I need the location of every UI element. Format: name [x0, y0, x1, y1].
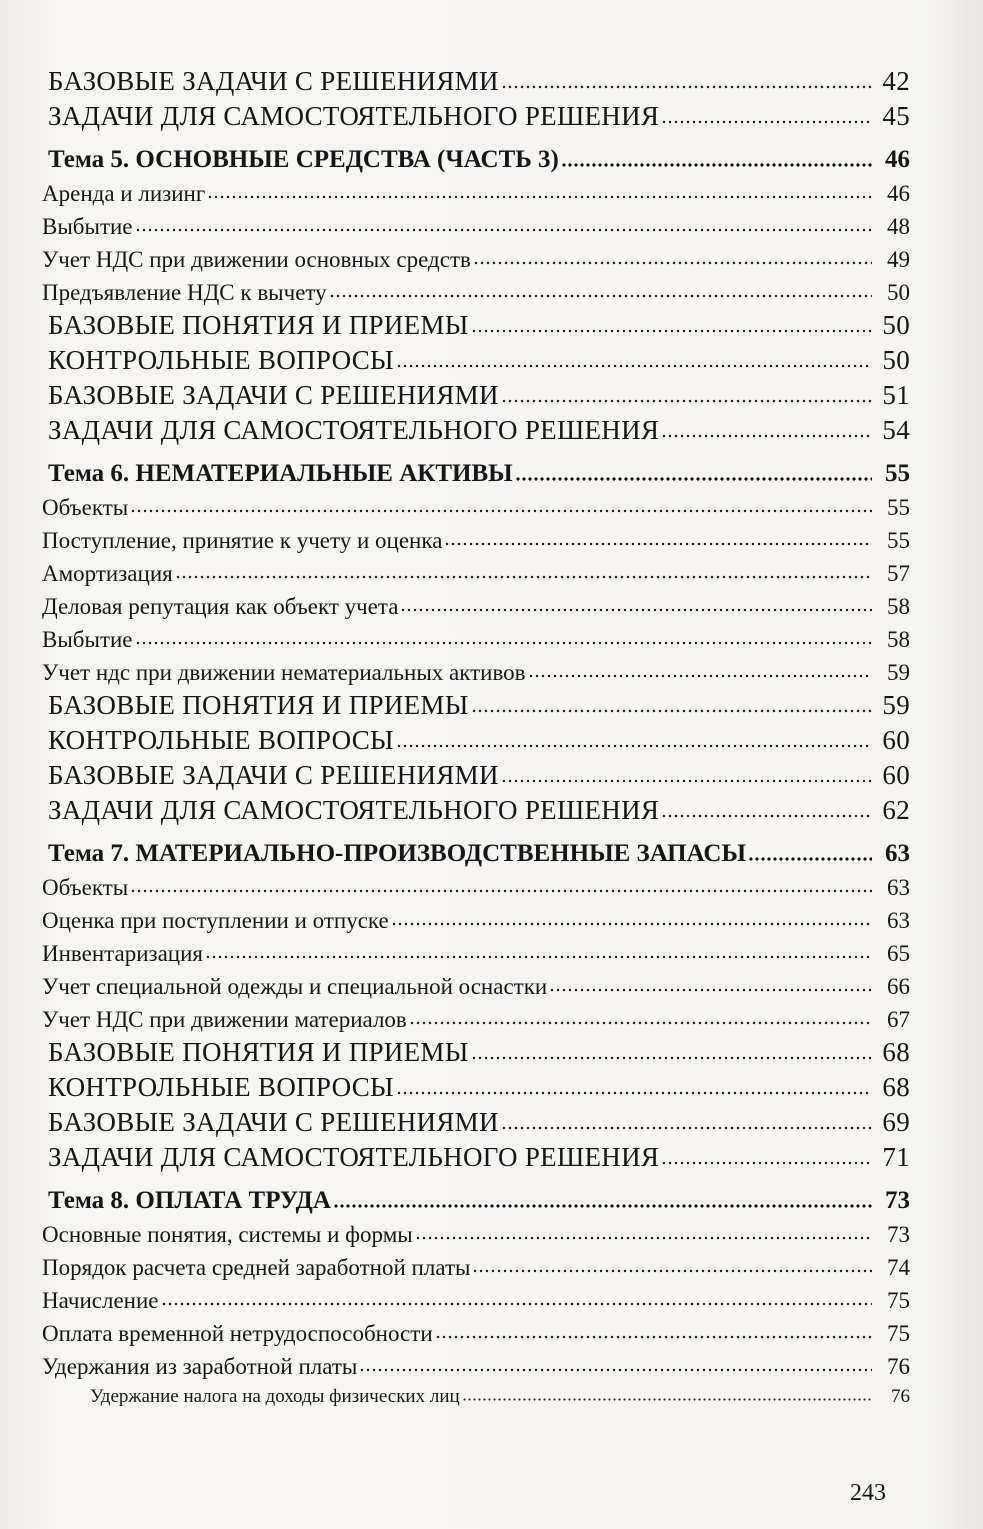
toc-entry — [30, 868, 910, 901]
toc-entry-page: 60 — [882, 725, 910, 755]
toc-entry-title: Тема 7. МАТЕРИАЛЬНО-ПРОИЗВОДСТВЕННЫЕ ЗАПАСЫ — [48, 840, 747, 867]
toc-entry-page: 68 — [882, 1072, 910, 1102]
dot-leader — [472, 1268, 872, 1274]
dot-leader — [661, 119, 872, 125]
dot-leader — [501, 1125, 872, 1131]
toc-entry-page: 67 — [887, 1007, 910, 1032]
toc-section-entry — [30, 97, 910, 132]
toc-section-entry — [30, 686, 910, 721]
toc-entry-page: 55 — [887, 495, 910, 520]
toc-section-entry — [30, 341, 910, 376]
toc-entry — [30, 653, 910, 686]
toc-entry-title: БАЗОВЫЕ ЗАДАЧИ С РЕШЕНИЯМИ — [48, 1107, 499, 1137]
toc-entry-title: БАЗОВЫЕ ПОНЯТИЯ И ПРИЕМЫ — [48, 1037, 469, 1067]
toc-entry-page: 74 — [887, 1255, 910, 1280]
dot-leader — [130, 508, 872, 514]
toc-entry-page: 71 — [882, 1142, 910, 1172]
toc-entry — [30, 521, 910, 554]
page-number: 243 — [850, 1480, 886, 1506]
dot-leader — [661, 813, 872, 819]
dot-leader — [661, 433, 872, 439]
dot-leader — [444, 541, 872, 547]
dot-leader — [528, 673, 872, 679]
toc-entry-title: Порядок расчета средней заработной платы — [42, 1255, 471, 1280]
toc-entry-page: 50 — [882, 345, 910, 375]
toc-entry-page: 59 — [887, 660, 910, 685]
dot-leader — [161, 1301, 873, 1307]
toc-entry-title: БАЗОВЫЕ ЗАДАЧИ С РЕШЕНИЯМИ — [48, 66, 499, 96]
toc-entry-page: 50 — [887, 280, 910, 305]
toc-entry — [30, 967, 910, 1000]
toc-entry-title: БАЗОВЫЕ ПОНЯТИЯ И ПРИЕМЫ — [48, 310, 469, 340]
toc-entry-page: 60 — [882, 760, 910, 790]
toc-entry-title: Учет ндс при движении нематериальных активов — [42, 660, 526, 685]
toc-entry-page: 63 — [887, 908, 910, 933]
toc-entry — [30, 1248, 910, 1281]
toc-entry-page: 49 — [887, 247, 910, 272]
toc-entry-page: 63 — [885, 840, 910, 867]
toc-section-entry — [30, 1138, 910, 1173]
toc-entry-title: Поступление, принятие к учету и оценка — [42, 528, 443, 553]
toc-entry-title: Учет НДС при движении основных средств — [42, 247, 471, 272]
toc-entry-title: Учет специальной одежды и специальной оснастки — [42, 974, 548, 999]
toc-section-entry — [30, 1103, 910, 1138]
toc-section-entry — [30, 1068, 910, 1103]
toc-entry-page: 59 — [882, 690, 910, 720]
dot-leader — [471, 708, 872, 714]
toc-entry-page: 58 — [887, 627, 910, 652]
toc-entry-title: Тема 5. ОСНОВНЫЕ СРЕДСТВА (ЧАСТЬ 3) — [48, 146, 559, 173]
toc-entry — [30, 1347, 910, 1380]
toc-entry-title: Основные понятия, системы и формы — [42, 1222, 413, 1247]
dot-leader — [501, 84, 872, 90]
toc-entry-title: Оценка при поступлении и отпуске — [42, 908, 389, 933]
toc-entry-title: Начисление — [42, 1288, 159, 1313]
dot-leader — [435, 1334, 872, 1340]
toc-entry-page: 76 — [891, 1386, 910, 1407]
toc-entry-title: КОНТРОЛЬНЫЕ ВОПРОСЫ — [48, 345, 394, 375]
toc-entry — [30, 240, 910, 273]
toc-entry-page: 45 — [882, 101, 910, 131]
toc-topic-heading — [30, 136, 910, 174]
toc-entry-title: Тема 8. ОПЛАТА ТРУДА — [48, 1187, 331, 1214]
toc-entry-page: 76 — [887, 1354, 910, 1379]
toc-topic-heading — [30, 1177, 910, 1215]
dot-leader — [205, 954, 872, 960]
dot-leader — [130, 888, 872, 894]
toc-entry-page: 50 — [882, 310, 910, 340]
toc-entry-page: 62 — [882, 795, 910, 825]
dot-leader — [415, 1235, 872, 1241]
toc-entry — [30, 620, 910, 653]
toc-entry-page: 75 — [887, 1288, 910, 1313]
toc-entry — [30, 1281, 910, 1314]
toc-entry-page: 69 — [882, 1107, 910, 1137]
toc-entry-page: 75 — [887, 1321, 910, 1346]
toc-entry-title: КОНТРОЛЬНЫЕ ВОПРОСЫ — [48, 725, 394, 755]
dot-leader — [462, 1397, 872, 1402]
dot-leader — [135, 227, 872, 233]
dot-leader — [515, 476, 872, 482]
toc-section-entry — [30, 1033, 910, 1068]
toc-entry-page: 73 — [885, 1187, 910, 1214]
dot-leader — [561, 162, 872, 168]
toc-entry — [30, 207, 910, 240]
toc-entry-title: Предъявление НДС к вычету — [42, 280, 327, 305]
toc-entry-title: БАЗОВЫЕ ЗАДАЧИ С РЕШЕНИЯМИ — [48, 380, 499, 410]
toc-entry — [30, 488, 910, 521]
toc-entry-title: Объекты — [42, 495, 129, 520]
toc-entry — [30, 1000, 910, 1033]
toc-entry-title: Учет НДС при движении материалов — [42, 1007, 407, 1032]
toc-section-entry — [30, 376, 910, 411]
toc-entry-title: ЗАДАЧИ ДЛЯ САМОСТОЯТЕЛЬНОГО РЕШЕНИЯ — [48, 415, 660, 445]
toc-entry-title: КОНТРОЛЬНЫЕ ВОПРОСЫ — [48, 1072, 394, 1102]
toc-entry-title: БАЗОВЫЕ ЗАДАЧИ С РЕШЕНИЯМИ — [48, 760, 499, 790]
toc-entry-title: Удержание налога на доходы физических лиц — [90, 1386, 460, 1407]
dot-leader — [329, 293, 872, 299]
dot-leader — [501, 778, 872, 784]
toc-entry-title: Тема 6. НЕМАТЕРИАЛЬНЫЕ АКТИВЫ — [48, 460, 513, 487]
dot-leader — [396, 363, 872, 369]
dot-leader — [396, 1090, 872, 1096]
dot-leader — [359, 1367, 872, 1373]
toc-entry-title: Объекты — [42, 875, 129, 900]
toc-entry-page: 55 — [885, 460, 910, 487]
toc-subentry — [30, 1380, 910, 1408]
dot-leader — [391, 921, 872, 927]
toc-section-entry — [30, 411, 910, 446]
toc-topic-heading — [30, 450, 910, 488]
toc-entry-page: 54 — [882, 415, 910, 445]
toc-entry-page: 66 — [887, 974, 910, 999]
toc-entry-title: Деловая репутация как объект учета — [42, 594, 399, 619]
toc-entry — [30, 1215, 910, 1248]
toc-entry — [30, 554, 910, 587]
toc-section-entry — [30, 721, 910, 756]
toc-entry — [30, 934, 910, 967]
dot-leader — [501, 398, 872, 404]
dot-leader — [471, 328, 872, 334]
dot-leader — [471, 1055, 872, 1061]
toc-entry-title: Инвентаризация — [42, 941, 203, 966]
dot-leader — [396, 743, 872, 749]
dot-leader — [207, 194, 872, 200]
toc-entry-page: 65 — [887, 941, 910, 966]
toc-topic-heading — [30, 830, 910, 868]
toc-entry-page: 55 — [887, 528, 910, 553]
dot-leader — [473, 260, 872, 266]
toc-entry-title: Выбытие — [42, 214, 133, 239]
toc-entry-title: БАЗОВЫЕ ПОНЯТИЯ И ПРИЕМЫ — [48, 690, 469, 720]
toc-entry — [30, 273, 910, 306]
toc-entry-page: 48 — [887, 214, 910, 239]
toc-entry — [30, 174, 910, 207]
toc-entry-page: 42 — [882, 66, 910, 96]
toc-entry-page: 58 — [887, 594, 910, 619]
toc-entry-title: Удержания из заработной платы — [42, 1354, 358, 1379]
toc-entry — [30, 901, 910, 934]
toc-entry-page: 51 — [882, 380, 910, 410]
toc-entry-title: Оплата временной нетрудоспособности — [42, 1321, 433, 1346]
toc-entry-title: Амортизация — [42, 561, 173, 586]
toc-entry-page: 46 — [885, 146, 910, 173]
toc-section-entry — [30, 62, 910, 97]
toc-entry-title: Выбытие — [42, 627, 133, 652]
toc-entry-page: 73 — [887, 1222, 910, 1247]
toc-entry-title: Аренда и лизинг — [42, 181, 206, 206]
dot-leader — [748, 856, 872, 862]
dot-leader — [661, 1160, 872, 1166]
toc-entry-page: 63 — [887, 875, 910, 900]
table-of-contents — [30, 62, 910, 1408]
toc-entry — [30, 587, 910, 620]
toc-entry-page: 68 — [882, 1037, 910, 1067]
toc-entry-title: ЗАДАЧИ ДЛЯ САМОСТОЯТЕЛЬНОГО РЕШЕНИЯ — [48, 101, 660, 131]
toc-entry-title: ЗАДАЧИ ДЛЯ САМОСТОЯТЕЛЬНОГО РЕШЕНИЯ — [48, 1142, 660, 1172]
toc-section-entry — [30, 791, 910, 826]
toc-section-entry — [30, 306, 910, 341]
toc-entry-title: ЗАДАЧИ ДЛЯ САМОСТОЯТЕЛЬНОГО РЕШЕНИЯ — [48, 795, 660, 825]
toc-entry-page: 46 — [887, 181, 910, 206]
dot-leader — [400, 607, 872, 613]
dot-leader — [549, 987, 872, 993]
toc-entry — [30, 1314, 910, 1347]
dot-leader — [135, 640, 872, 646]
toc-section-entry — [30, 756, 910, 791]
dot-leader — [409, 1020, 872, 1026]
toc-entry-page: 57 — [887, 561, 910, 586]
dot-leader — [175, 574, 872, 580]
dot-leader — [333, 1203, 872, 1209]
